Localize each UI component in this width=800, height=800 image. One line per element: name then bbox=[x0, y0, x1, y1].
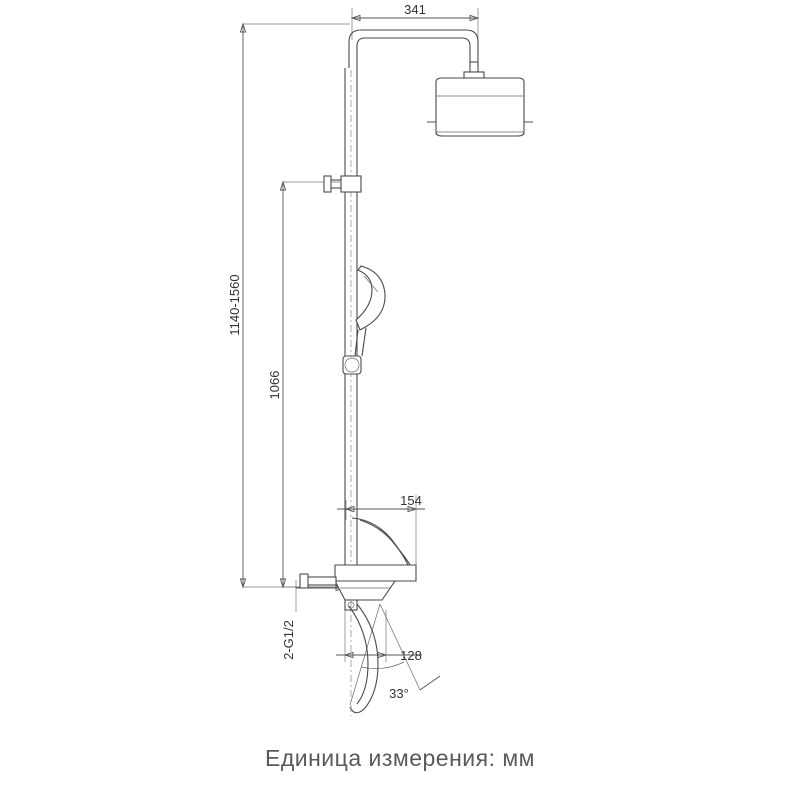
shower-arm bbox=[349, 30, 478, 68]
dimension-label-341: 341 bbox=[404, 2, 426, 17]
dimension-label-33deg: 33° bbox=[389, 686, 409, 701]
dimension-spray-angle bbox=[350, 604, 440, 705]
dimension-label-154: 154 bbox=[400, 493, 422, 508]
dimension-label-2-g12: 2-G1/2 bbox=[281, 620, 296, 660]
shower-head-connector bbox=[464, 62, 484, 78]
units-caption: Единица измерения: мм bbox=[264, 745, 535, 771]
hand-shower bbox=[355, 266, 385, 356]
dimension-label-1066: 1066 bbox=[267, 370, 282, 400]
wall-inlets bbox=[300, 574, 336, 588]
shower-head bbox=[436, 78, 524, 136]
handset-slider bbox=[343, 356, 361, 374]
dimension-overall-height bbox=[227, 24, 350, 587]
dimension-label-1140-1560: 1140-1560 bbox=[227, 274, 242, 336]
dimension-inlet-thread bbox=[281, 580, 344, 660]
dimension-bar-height bbox=[267, 182, 340, 587]
dimension-label-128: 128 bbox=[400, 648, 422, 663]
wall-bracket bbox=[324, 176, 361, 192]
mixer-body bbox=[335, 518, 416, 600]
